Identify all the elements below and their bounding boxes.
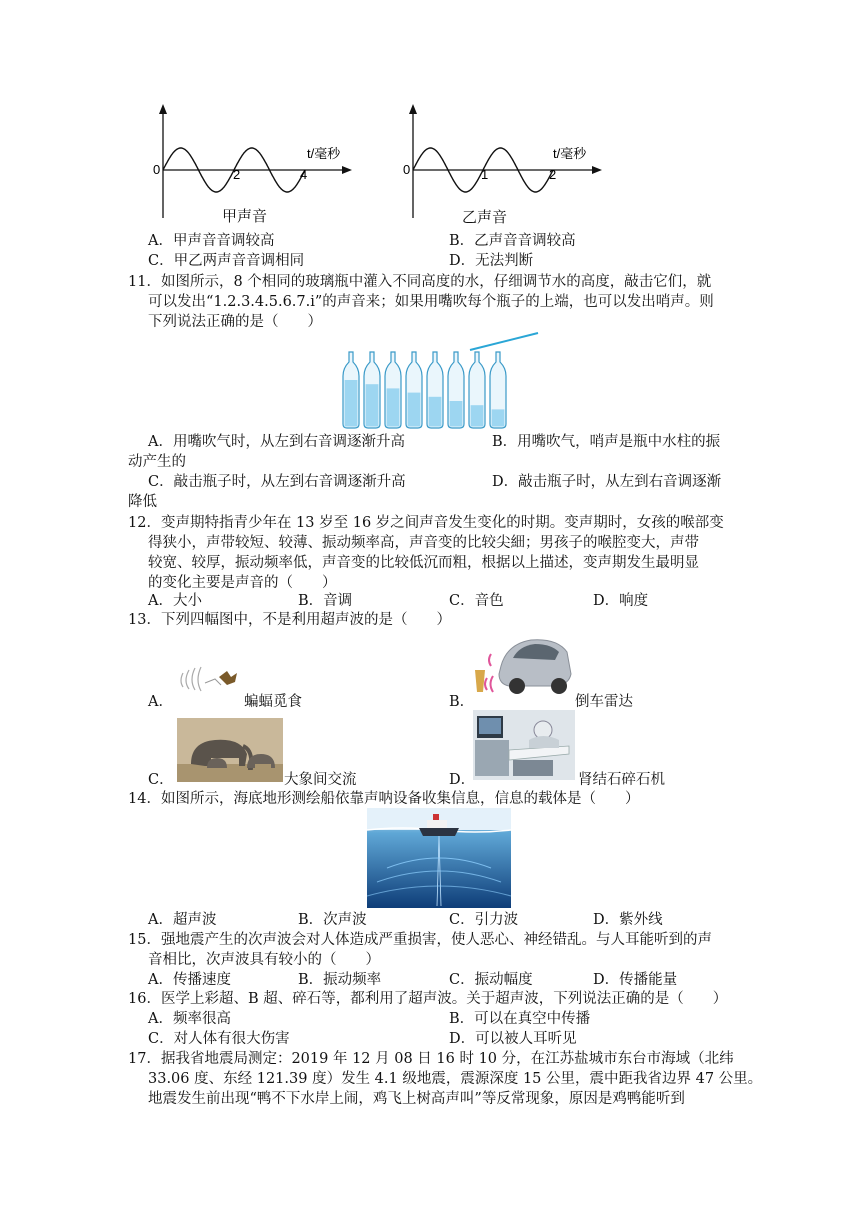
q13-option-d-label: 肾结石碎石机: [578, 772, 665, 788]
graph-b-tick-1: 1: [481, 167, 489, 182]
graph-a-origin: 0: [153, 162, 161, 177]
q17-stem-line-1: 17．据我省地震局测定：2019 年 12 月 08 日 16 时 10 分，在江苏盐城市东台市海域（北纬: [128, 1051, 734, 1067]
graph-b-axis-label: t/毫秒: [553, 146, 587, 161]
q14-option-c[interactable]: C．引力波: [449, 912, 519, 928]
glass-bottle: [490, 352, 506, 428]
q11-option-b[interactable]: B．用嘴吹气，哨声是瓶中水柱的振: [492, 434, 721, 450]
q10-option-b[interactable]: B．乙声音音调较高: [449, 233, 576, 249]
q15-stem-line-2: 音相比，次声波具有较小的（ ）: [148, 952, 380, 968]
graph-b-origin: 0: [403, 162, 411, 177]
q12-option-d[interactable]: D．响度: [593, 593, 649, 609]
q15-stem-line-1: 15．强地震产生的次声波会对人体造成严重损害，使人恶心、神经错乱。与人耳能听到的声: [128, 932, 712, 948]
q13-option-d-letter[interactable]: D．: [449, 772, 476, 788]
q13-option-a-label: 蝙蝠觅食: [244, 694, 302, 710]
q11-option-c[interactable]: C．敲击瓶子时，从左到右音调逐渐升高: [148, 474, 406, 490]
q10-option-d[interactable]: D．无法判断: [449, 253, 534, 269]
q10-option-a[interactable]: A．甲声音音调较高: [148, 233, 275, 249]
q17-stem-line-2: 33.06 度、东经 121.39 度）发生 4.1 级地震，震源深度 15 公里，震中距我省边界 47 公里。: [148, 1071, 763, 1087]
q12-option-c[interactable]: C．音色: [449, 593, 504, 609]
elephants-image: [177, 718, 283, 782]
q11-stem-line-3: 下列说法正确的是（ ）: [148, 314, 322, 330]
graph-a-tick-4: 4: [300, 167, 308, 182]
graph-a-caption: 甲声音: [222, 208, 268, 225]
glass-bottle: [364, 352, 380, 428]
graph-b-tick-2: 2: [549, 167, 557, 182]
glass-bottle: [385, 352, 401, 428]
graph-a-tick-2: 2: [233, 167, 241, 182]
q12-option-a[interactable]: A．大小: [148, 593, 202, 609]
q11-stem-line-1: 11．如图所示，8 个相同的玻璃瓶中灌入不同高度的水，仔细调节水的高度，敲击它们，就: [128, 274, 712, 290]
kidney-stone-lithotripter-image: [473, 710, 575, 780]
reversing-radar-car-image: [473, 630, 573, 700]
glass-bottle: [469, 352, 485, 428]
q14-option-b[interactable]: B．次声波: [298, 912, 367, 928]
sonar-survey-ship-image: [367, 808, 511, 908]
q16-option-a[interactable]: A．频率很高: [148, 1011, 231, 1027]
q13-option-c-label: 大象间交流: [284, 772, 357, 788]
q13-option-b-letter[interactable]: B．: [449, 694, 475, 710]
q13-stem: 13．下列四幅图中，不是利用超声波的是（ ）: [128, 612, 451, 628]
q16-option-c[interactable]: C．对人体有很大伤害: [148, 1031, 290, 1047]
q16-stem: 16．医学上彩超、B 超、碎石等，都利用了超声波。关于超声波，下列说法正确的是（ ）: [128, 991, 728, 1007]
glass-bottle: [448, 352, 464, 428]
q14-option-a[interactable]: A．超声波: [148, 912, 217, 928]
q13-option-c-letter[interactable]: C．: [148, 772, 174, 788]
q16-option-d[interactable]: D．可以被人耳听见: [449, 1031, 577, 1047]
q11-stem-line-2: 可以发出“1.2.3.4.5.6.7.i”的声音来；如果用嘴吹每个瓶子的上端，也可以发出哨声。则: [148, 294, 714, 310]
q12-stem-line-1: 12．变声期特指青少年在 13 岁至 16 岁之间声音发生变化的时期。变声期时，女孩的喉部变: [128, 515, 724, 531]
q10-option-c[interactable]: C．甲乙两声音音调相同: [148, 253, 305, 269]
q12-stem-line-4: 的变化主要是声音的（ ）: [148, 575, 337, 591]
q12-option-b[interactable]: B．音调: [298, 593, 353, 609]
glass-bottles-figure: [338, 330, 543, 430]
q14-stem: 14．如图所示，海底地形测绘船依靠声呐设备收集信息，信息的载体是（ ）: [128, 791, 640, 807]
q11-option-b-cont: 动产生的: [128, 454, 186, 470]
q13-option-b-label: 倒车雷达: [575, 694, 633, 710]
glass-bottle: [427, 352, 443, 428]
q14-option-d[interactable]: D．紫外线: [593, 912, 663, 928]
q15-option-d[interactable]: D．传播能量: [593, 972, 678, 988]
q15-option-c[interactable]: C．振动幅度: [449, 972, 533, 988]
glass-bottle: [343, 352, 359, 428]
q12-stem-line-2: 得狭小，声带较短、较薄、振动频率高，声音变的比较尖細；男孩子的喉腔变大，声带: [148, 535, 699, 551]
q11-option-d-cont: 降低: [128, 494, 157, 510]
q11-option-a[interactable]: A．用嘴吹气时，从左到右音调逐渐升高: [148, 434, 405, 450]
q16-option-b[interactable]: B．可以在真空中传播: [449, 1011, 591, 1027]
q17-stem-line-3: 地震发生前出现“鸭不下水岸上闹，鸡飞上树高声叫”等反常现象，原因是鸡鸭能听到: [148, 1091, 685, 1107]
q13-option-a-letter[interactable]: A．: [148, 694, 173, 710]
graph-a-axis-label: t/毫秒: [307, 146, 341, 161]
q15-option-b[interactable]: B．振动频率: [298, 972, 382, 988]
q12-stem-line-3: 较宽、较厚，振动频率低，声音变的比较低沉而粗，根据以上描述，变声期发生最明显: [148, 555, 699, 571]
q15-option-a[interactable]: A．传播速度: [148, 972, 231, 988]
glass-bottle: [406, 352, 422, 428]
bat-echolocation-image: [175, 665, 245, 695]
q11-option-d[interactable]: D．敲击瓶子时，从左到右音调逐渐: [492, 474, 722, 490]
graph-b-caption: 乙声音: [462, 209, 508, 226]
